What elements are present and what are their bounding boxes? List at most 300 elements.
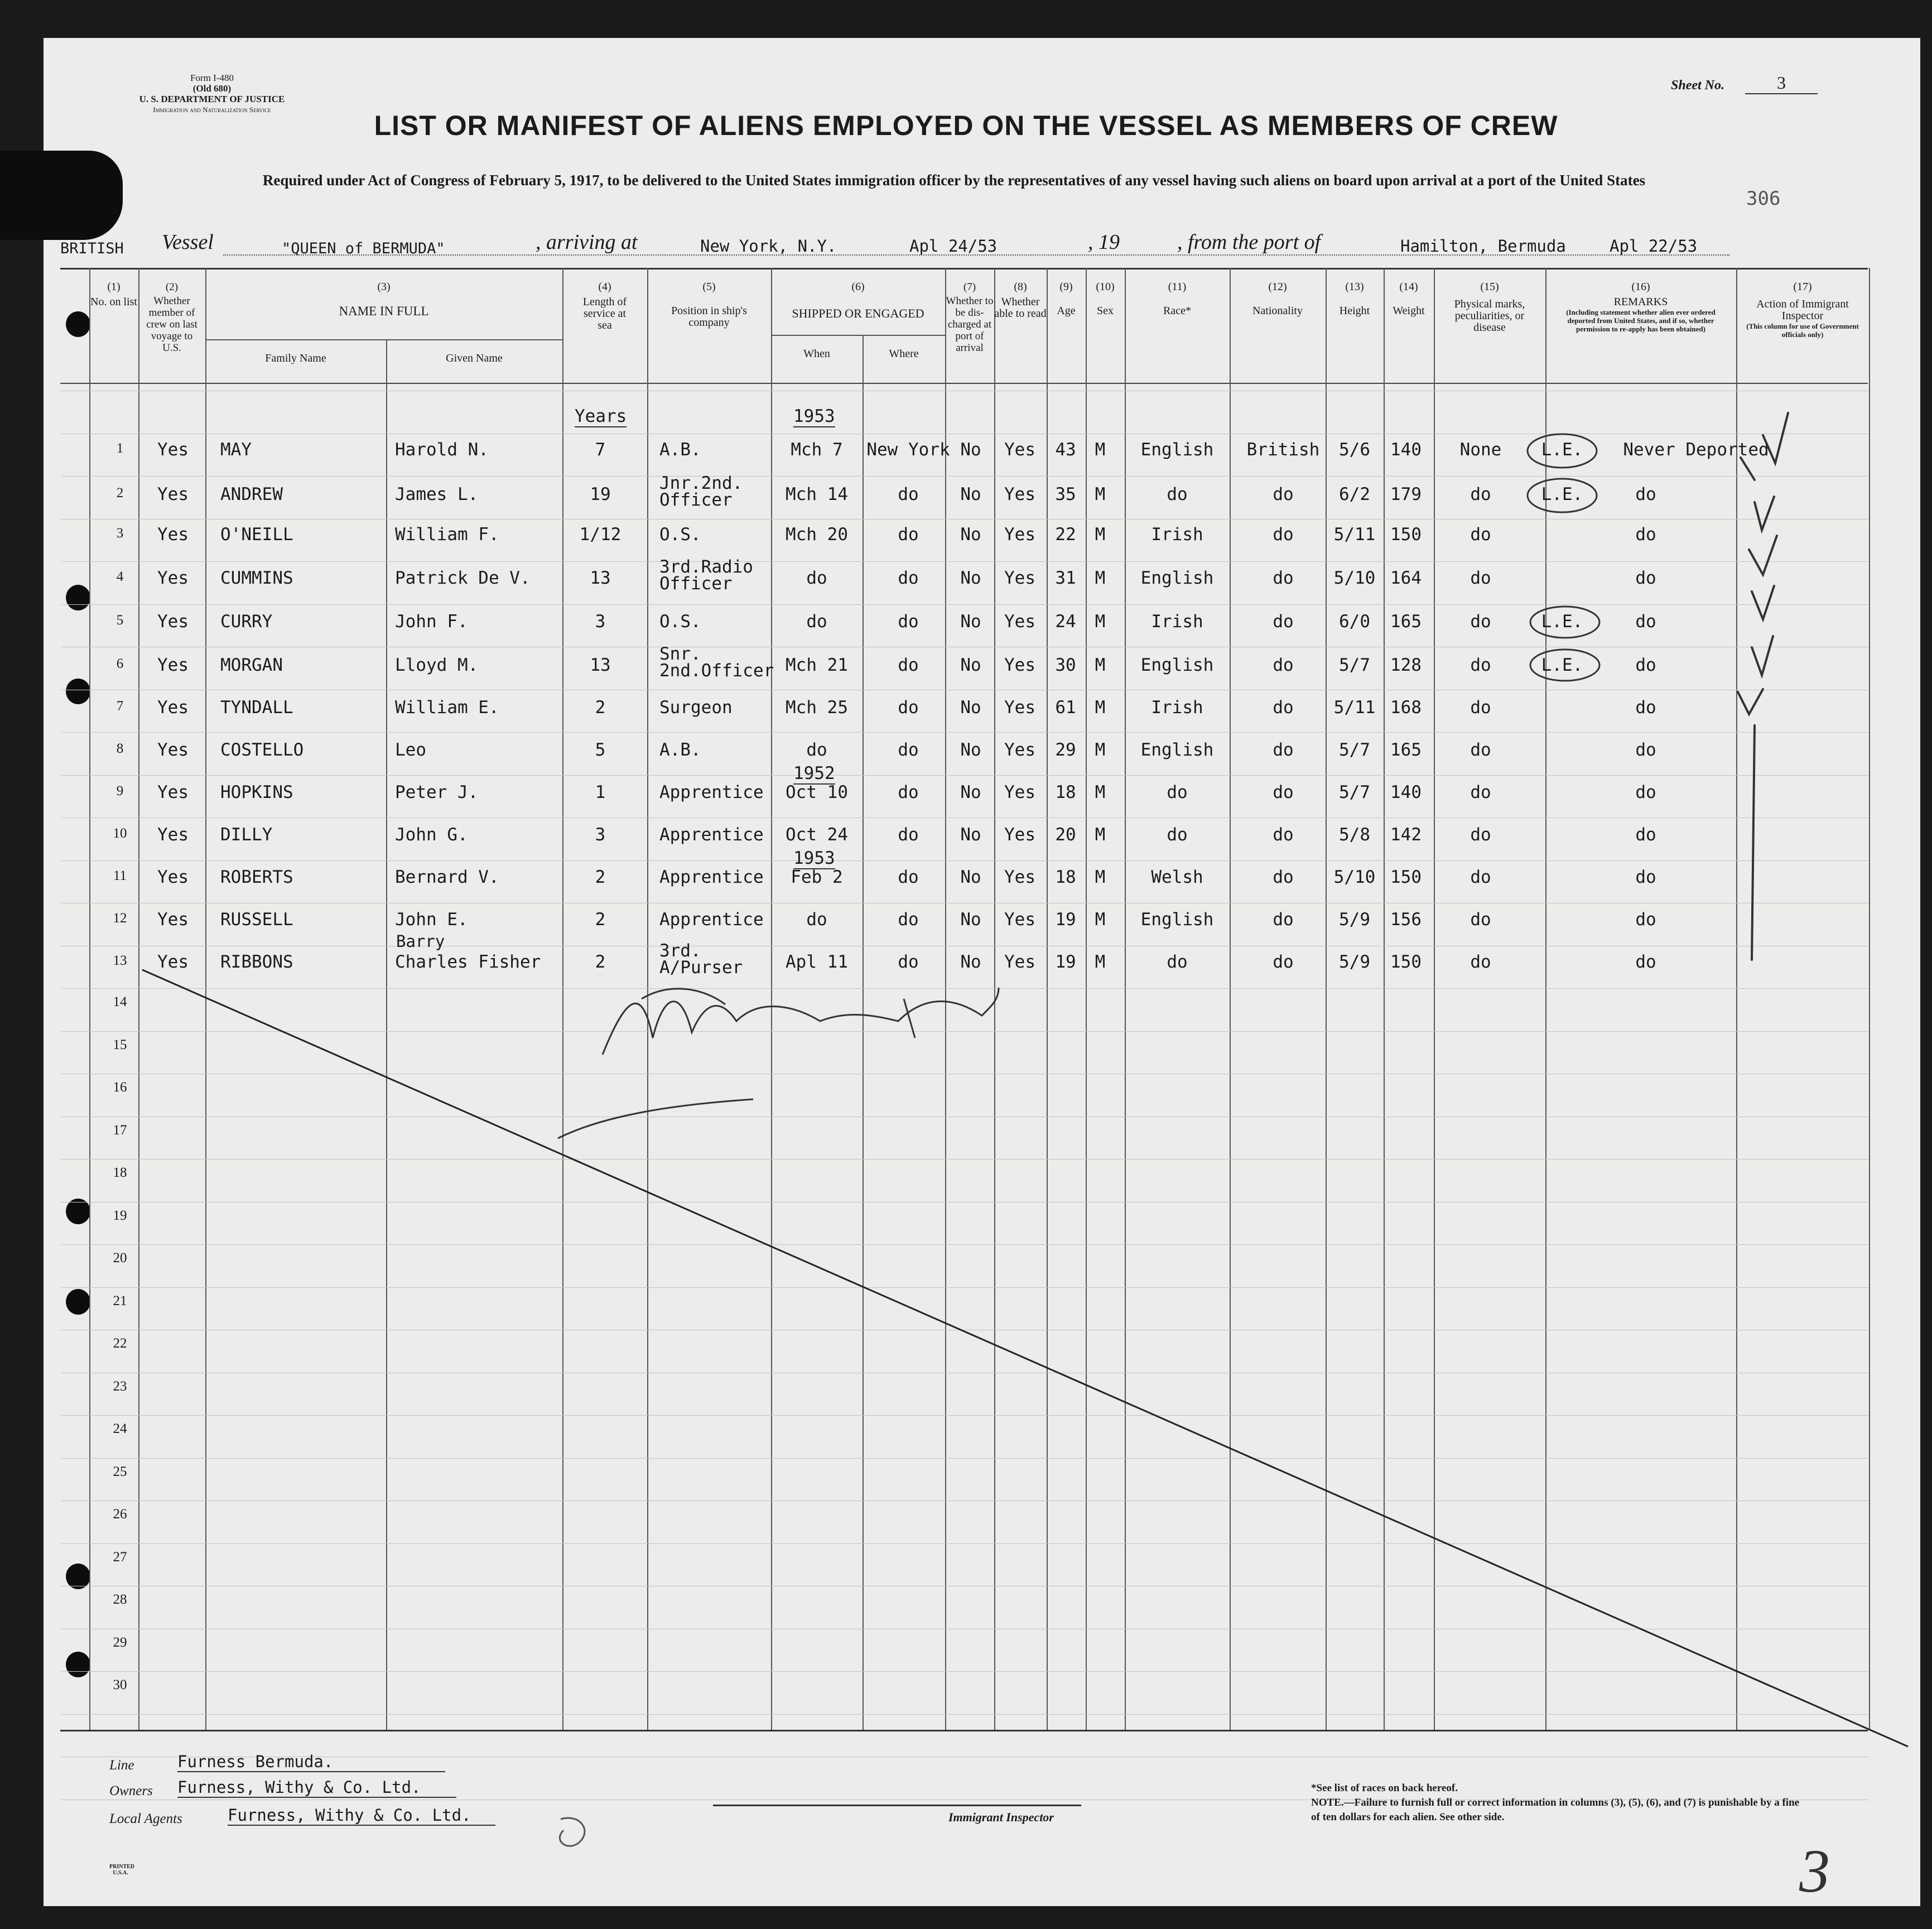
row-number: 8 bbox=[116, 741, 124, 756]
cell-position: Apprentice bbox=[659, 867, 764, 887]
arriving-label: , arriving at bbox=[536, 230, 638, 254]
cell-sex: M bbox=[1095, 740, 1106, 760]
col5-header: (5) Position in ship's company bbox=[671, 281, 747, 329]
cell-position: A.B. bbox=[659, 740, 701, 760]
cell-race: Welsh bbox=[1151, 867, 1203, 887]
row-number: 27 bbox=[113, 1549, 127, 1565]
cell-race: English bbox=[1140, 655, 1214, 675]
cell-where: do bbox=[898, 568, 919, 588]
cell-where: do bbox=[898, 525, 919, 545]
cell-age: 20 bbox=[1055, 825, 1076, 845]
cell-sex: M bbox=[1095, 568, 1106, 588]
cell-race: do bbox=[1167, 952, 1188, 972]
departure-date: Apl 22/53 bbox=[1610, 237, 1698, 256]
line-label: Line bbox=[109, 1758, 134, 1773]
cell-discharged: No bbox=[960, 525, 981, 545]
cell-given: Peter J. bbox=[395, 782, 479, 802]
vessel-name: "QUEEN of BERMUDA" bbox=[282, 240, 445, 257]
row-number: 29 bbox=[113, 1634, 127, 1650]
cell-discharged: No bbox=[960, 782, 981, 802]
cell-read: Yes bbox=[1004, 740, 1035, 760]
row-number: 6 bbox=[116, 656, 124, 671]
cell-age: 29 bbox=[1055, 740, 1076, 760]
cell-height: 5/10 bbox=[1333, 867, 1376, 887]
cell-sex: M bbox=[1095, 440, 1106, 460]
cell-position: Apprentice bbox=[659, 910, 764, 930]
cell-age: 35 bbox=[1055, 484, 1076, 504]
col11-header: (11) Race* bbox=[1163, 281, 1191, 317]
cell-when: Mch 21 bbox=[786, 655, 848, 675]
col10-header: (10) Sex bbox=[1096, 281, 1115, 317]
col17-header: (17) Action of Immigrant Inspector (This column for use of Government officials only) bbox=[1746, 281, 1859, 339]
cell-nationality: do bbox=[1273, 867, 1294, 887]
cell-weight: 142 bbox=[1390, 825, 1422, 845]
sheet-label: Sheet No. bbox=[1671, 78, 1724, 93]
row-number: 23 bbox=[113, 1378, 127, 1394]
cell-sex: M bbox=[1095, 782, 1106, 802]
margin-mark bbox=[560, 1818, 585, 1846]
cell-weight: 150 bbox=[1390, 867, 1422, 887]
years-subhead: Years bbox=[575, 406, 627, 426]
cell-read: Yes bbox=[1004, 525, 1035, 545]
cell-remark-code: L.E. bbox=[1541, 655, 1583, 675]
cell-given: Harold N. bbox=[395, 440, 489, 460]
cell-position: Apprentice bbox=[659, 825, 764, 845]
cell-nationality: do bbox=[1273, 825, 1294, 845]
given-extra: Barry bbox=[396, 932, 445, 951]
cell-height: 5/9 bbox=[1339, 910, 1370, 930]
cell-marks: do bbox=[1470, 740, 1491, 760]
cell-when: Oct 24 bbox=[786, 825, 848, 845]
service: Immigration and Naturalization Service bbox=[153, 105, 271, 114]
row-number: 9 bbox=[116, 783, 124, 798]
cell-weight: 165 bbox=[1390, 612, 1422, 632]
cell-when: Mch 7 bbox=[791, 440, 843, 460]
cell-service: 3 bbox=[595, 825, 606, 845]
cell-remarks: do bbox=[1635, 568, 1656, 588]
cell-given: Lloyd M. bbox=[395, 655, 479, 675]
cell-sex: M bbox=[1095, 867, 1106, 887]
col16-header: (16) REMARKS (Including statement whether alien ever ordered deported from United States, and if so, whether permission to re-apply has been obtained) bbox=[1566, 281, 1716, 333]
cell-when: do bbox=[806, 568, 827, 588]
cell-family: TYNDALL bbox=[220, 697, 293, 718]
cell-nationality: do bbox=[1273, 910, 1294, 930]
row-number: 16 bbox=[113, 1080, 127, 1095]
cell-read: Yes bbox=[1004, 655, 1035, 675]
cell-nationality: do bbox=[1273, 952, 1294, 972]
cell-given: Patrick De V. bbox=[395, 568, 531, 588]
cell-height: 5/8 bbox=[1339, 825, 1370, 845]
cell-service: 1 bbox=[595, 782, 606, 802]
strike-line bbox=[142, 970, 1908, 1747]
cell-prev: Yes bbox=[157, 740, 189, 760]
row-number: 4 bbox=[116, 569, 124, 584]
cell-height: 5/9 bbox=[1339, 952, 1370, 972]
cell-remarks: do bbox=[1635, 952, 1656, 972]
cell-age: 22 bbox=[1055, 525, 1076, 545]
cell-height: 6/2 bbox=[1339, 484, 1370, 504]
row-number: 5 bbox=[116, 613, 124, 628]
row-number: 15 bbox=[113, 1037, 127, 1052]
cell-discharged: No bbox=[960, 910, 981, 930]
col12-header: (12) Nationality bbox=[1252, 281, 1303, 317]
col3-header: (3) NAME IN FULL bbox=[339, 281, 429, 318]
cell-sex: M bbox=[1095, 697, 1106, 718]
cell-service: 2 bbox=[595, 910, 606, 930]
arrival-port: New York, N.Y. bbox=[700, 237, 837, 256]
cell-given: William F. bbox=[395, 525, 499, 545]
cell-marks: do bbox=[1470, 697, 1491, 718]
cell-position-line2: Officer bbox=[659, 490, 733, 510]
cell-sex: M bbox=[1095, 910, 1106, 930]
cell-remarks: do bbox=[1635, 825, 1656, 845]
cell-age: 24 bbox=[1055, 612, 1076, 632]
cell-sex: M bbox=[1095, 825, 1106, 845]
line-value: Furness Bermuda. bbox=[177, 1752, 445, 1772]
cell-given: Bernard V. bbox=[395, 867, 499, 887]
row-number: 28 bbox=[113, 1592, 127, 1607]
cell-service: 1/12 bbox=[579, 525, 621, 545]
cell-discharged: No bbox=[960, 867, 981, 887]
remark-circle bbox=[1528, 434, 1599, 681]
cell-where: do bbox=[898, 655, 919, 675]
from-port-label: , from the port of bbox=[1177, 230, 1321, 254]
cell-read: Yes bbox=[1004, 867, 1035, 887]
cell-where: do bbox=[898, 697, 919, 718]
cell-service: 5 bbox=[595, 740, 606, 760]
cell-race: English bbox=[1140, 910, 1214, 930]
cell-marks: do bbox=[1470, 952, 1491, 972]
cell-position: 3rd.Radio bbox=[659, 557, 753, 577]
cell-nationality: do bbox=[1273, 612, 1294, 632]
printed-mark: PRINTED U.S.A. bbox=[109, 1864, 135, 1876]
cell-service: 7 bbox=[595, 440, 606, 460]
cell-where: New York bbox=[866, 440, 950, 460]
given-name-header: Given Name bbox=[446, 352, 503, 364]
cell-remarks: do bbox=[1635, 612, 1656, 632]
cell-age: 43 bbox=[1055, 440, 1076, 460]
cell-race: Irish bbox=[1151, 525, 1203, 545]
row-number: 10 bbox=[113, 826, 127, 841]
signature-scribble bbox=[558, 988, 999, 1138]
cell-position: 3rd. bbox=[659, 941, 701, 961]
arrival-date: Apl 24/53 bbox=[909, 237, 998, 256]
row-number: 21 bbox=[113, 1293, 127, 1309]
cell-when: do bbox=[806, 910, 827, 930]
cell-race: Irish bbox=[1151, 612, 1203, 632]
agents-label: Local Agents bbox=[109, 1811, 182, 1826]
vessel-label: Vessel bbox=[162, 230, 214, 254]
cell-where: do bbox=[898, 782, 919, 802]
cell-family: MAY bbox=[220, 440, 252, 460]
cell-family: O'NEILL bbox=[220, 525, 293, 545]
cell-sex: M bbox=[1095, 655, 1106, 675]
cell-read: Yes bbox=[1004, 484, 1035, 504]
cell-prev: Yes bbox=[157, 867, 189, 887]
cell-read: Yes bbox=[1004, 952, 1035, 972]
cell-where: do bbox=[898, 867, 919, 887]
col6-header: (6) SHIPPED OR ENGAGED bbox=[792, 281, 924, 320]
cell-where: do bbox=[898, 484, 919, 504]
cell-discharged: No bbox=[960, 697, 981, 718]
cell-sex: M bbox=[1095, 612, 1106, 632]
cell-service: 13 bbox=[590, 568, 611, 588]
cell-service: 2 bbox=[595, 697, 606, 718]
department: U. S. DEPARTMENT OF JUSTICE bbox=[139, 94, 285, 104]
cell-race: English bbox=[1140, 740, 1214, 760]
cell-nationality: British bbox=[1246, 440, 1320, 460]
row-number: 26 bbox=[113, 1507, 127, 1522]
row-number: 22 bbox=[113, 1336, 127, 1351]
cell-where: do bbox=[898, 612, 919, 632]
cell-age: 19 bbox=[1055, 952, 1076, 972]
col4-header: (4) Length of service at sea bbox=[582, 281, 627, 331]
cell-family: CUMMINS bbox=[220, 568, 293, 588]
cell-prev: Yes bbox=[157, 568, 189, 588]
cell-position-line2: 2nd.Officer bbox=[659, 661, 774, 681]
row-number: 18 bbox=[113, 1165, 127, 1180]
row-number: 30 bbox=[113, 1677, 127, 1692]
cell-position: O.S. bbox=[659, 612, 701, 632]
cell-service: 13 bbox=[590, 655, 611, 675]
owners-value: Furness, Withy & Co. Ltd. bbox=[177, 1778, 456, 1798]
inspector-label: Immigrant Inspector bbox=[948, 1810, 1054, 1824]
row-number: 20 bbox=[113, 1250, 127, 1266]
cell-remark-code: L.E. bbox=[1541, 440, 1583, 460]
cell-discharged: No bbox=[960, 440, 981, 460]
cell-height: 5/7 bbox=[1339, 782, 1370, 802]
cell-family: ANDREW bbox=[220, 484, 283, 504]
cell-weight: 179 bbox=[1390, 484, 1422, 504]
agents-value: Furness, Withy & Co. Ltd. bbox=[228, 1806, 495, 1826]
row-number: 13 bbox=[113, 953, 127, 968]
cell-service: 2 bbox=[595, 952, 606, 972]
cell-family: COSTELLO bbox=[220, 740, 304, 760]
cell-family: ROBERTS bbox=[220, 867, 293, 887]
year-1952-subhead: 1952 bbox=[793, 763, 835, 783]
cell-position: Surgeon bbox=[659, 697, 733, 718]
year-1953-subhead: 1953 bbox=[793, 406, 835, 426]
cell-age: 31 bbox=[1055, 568, 1076, 588]
when-header: When bbox=[803, 348, 830, 360]
cell-nationality: do bbox=[1273, 697, 1294, 718]
cell-age: 18 bbox=[1055, 782, 1076, 802]
cell-discharged: No bbox=[960, 825, 981, 845]
cell-position-line2: Officer bbox=[659, 574, 733, 594]
cell-service: 2 bbox=[595, 867, 606, 887]
cell-given: William E. bbox=[395, 697, 499, 718]
cell-sex: M bbox=[1095, 952, 1106, 972]
owners-label: Owners bbox=[109, 1783, 153, 1798]
cell-position: Snr. bbox=[659, 644, 701, 664]
cell-weight: 150 bbox=[1390, 525, 1422, 545]
cell-height: 5/7 bbox=[1339, 655, 1370, 675]
cell-read: Yes bbox=[1004, 910, 1035, 930]
departure-port: Hamilton, Bermuda bbox=[1400, 237, 1566, 256]
cell-service: 19 bbox=[590, 484, 611, 504]
cell-height: 5/6 bbox=[1339, 440, 1370, 460]
requirement-text: Required under Act of Congress of February 5, 1917, to be delivered to the United States immigration officer by the representatives of any vessel having such aliens on board upon arrival at a port of the United States bbox=[262, 172, 1646, 189]
cell-age: 19 bbox=[1055, 910, 1076, 930]
col7-header: (7) Whether to be dis-charged at port of arrival bbox=[946, 281, 994, 354]
cell-marks: do bbox=[1470, 525, 1491, 545]
row-number: 11 bbox=[113, 868, 127, 883]
cell-given: John F. bbox=[395, 612, 468, 632]
cell-given: Charles Fisher bbox=[395, 952, 541, 972]
cell-family: HOPKINS bbox=[220, 782, 293, 802]
row-number: 17 bbox=[113, 1122, 127, 1138]
cell-family: RUSSELL bbox=[220, 910, 293, 930]
cell-remarks: do bbox=[1635, 655, 1656, 675]
cell-given: Leo bbox=[395, 740, 426, 760]
cell-weight: 140 bbox=[1390, 782, 1422, 802]
col13-header: (13) Height bbox=[1339, 281, 1370, 317]
cell-prev: Yes bbox=[157, 655, 189, 675]
cell-discharged: No bbox=[960, 568, 981, 588]
cell-weight: 128 bbox=[1390, 655, 1422, 675]
year-1953b-subhead: 1953 bbox=[793, 848, 835, 868]
row-number: 3 bbox=[116, 526, 124, 541]
cell-weight: 150 bbox=[1390, 952, 1422, 972]
cell-marks: do bbox=[1470, 568, 1491, 588]
page-title: LIST OR MANIFEST OF ALIENS EMPLOYED ON THE VESSEL AS MEMBERS OF CREW bbox=[374, 110, 1558, 141]
cell-position-line2: A/Purser bbox=[659, 958, 743, 978]
cell-when: Mch 25 bbox=[786, 697, 848, 718]
cell-prev: Yes bbox=[157, 782, 189, 802]
cell-prev: Yes bbox=[157, 697, 189, 718]
cell-age: 18 bbox=[1055, 867, 1076, 887]
cell-remarks: do bbox=[1635, 697, 1656, 718]
cell-read: Yes bbox=[1004, 440, 1035, 460]
cell-sex: M bbox=[1095, 525, 1106, 545]
col15-header: (15) Physical marks, peculiarities, or disease bbox=[1454, 281, 1525, 334]
form-old-number: (Old 680) bbox=[192, 83, 232, 94]
row-number: 7 bbox=[116, 699, 124, 714]
cell-race: do bbox=[1167, 825, 1188, 845]
cell-when: Apl 11 bbox=[786, 952, 848, 972]
cell-height: 5/7 bbox=[1339, 740, 1370, 760]
cell-race: English bbox=[1140, 440, 1214, 460]
row-number: 12 bbox=[113, 911, 127, 926]
year-label: , 19 bbox=[1088, 230, 1120, 254]
cell-remark-code: L.E. bbox=[1541, 612, 1583, 632]
form-number: Form I-480 bbox=[190, 73, 234, 83]
cell-weight: 156 bbox=[1390, 910, 1422, 930]
cell-prev: Yes bbox=[157, 525, 189, 545]
cell-weight: 165 bbox=[1390, 740, 1422, 760]
cell-marks: None bbox=[1459, 440, 1502, 460]
cell-race: Irish bbox=[1151, 697, 1203, 718]
cell-read: Yes bbox=[1004, 568, 1035, 588]
cell-prev: Yes bbox=[157, 612, 189, 632]
cell-nationality: do bbox=[1273, 568, 1294, 588]
cell-prev: Yes bbox=[157, 825, 189, 845]
page-mark: 3 bbox=[1799, 1837, 1830, 1905]
cell-remarks: do bbox=[1635, 525, 1656, 545]
vessel-flag: BRITISH bbox=[60, 240, 124, 257]
col8-header: (8) Whether able to read bbox=[994, 281, 1047, 320]
where-header: Where bbox=[889, 348, 919, 360]
cell-nationality: do bbox=[1273, 525, 1294, 545]
cell-race: do bbox=[1167, 782, 1188, 802]
cell-marks: do bbox=[1470, 910, 1491, 930]
cell-marks: do bbox=[1470, 612, 1491, 632]
cell-remarks: do bbox=[1635, 740, 1656, 760]
cell-when: Feb 2 bbox=[791, 867, 843, 887]
cell-marks: do bbox=[1470, 867, 1491, 887]
family-name-header: Family Name bbox=[265, 352, 326, 364]
cell-height: 6/0 bbox=[1339, 612, 1370, 632]
inspector-signature-line bbox=[713, 1805, 1081, 1806]
col1-header: (1) No. on list bbox=[90, 281, 137, 308]
cell-prev: Yes bbox=[157, 952, 189, 972]
row-number: 24 bbox=[113, 1421, 127, 1436]
cell-age: 61 bbox=[1055, 697, 1076, 718]
cell-when: Mch 20 bbox=[786, 525, 848, 545]
sheet-number: 3 bbox=[1745, 73, 1818, 94]
cell-nationality: do bbox=[1273, 655, 1294, 675]
cell-weight: 164 bbox=[1390, 568, 1422, 588]
cell-sex: M bbox=[1095, 484, 1106, 504]
cell-nationality: do bbox=[1273, 782, 1294, 802]
cell-read: Yes bbox=[1004, 697, 1035, 718]
cell-family: MORGAN bbox=[220, 655, 283, 675]
cell-read: Yes bbox=[1004, 825, 1035, 845]
cell-given: John G. bbox=[395, 825, 468, 845]
cell-position: Jnr.2nd. bbox=[659, 473, 743, 493]
cell-prev: Yes bbox=[157, 484, 189, 504]
cell-prev: Yes bbox=[157, 910, 189, 930]
col9-header: (9) Age bbox=[1057, 281, 1076, 317]
cell-marks: do bbox=[1470, 484, 1491, 504]
cell-discharged: No bbox=[960, 612, 981, 632]
row-number: 25 bbox=[113, 1464, 127, 1479]
cell-when: Mch 14 bbox=[786, 484, 848, 504]
cell-weight: 168 bbox=[1390, 697, 1422, 718]
cell-weight: 140 bbox=[1390, 440, 1422, 460]
cell-remarks: Never Deported bbox=[1623, 440, 1769, 460]
cell-position: O.S. bbox=[659, 525, 701, 545]
cell-position: Apprentice bbox=[659, 782, 764, 802]
cell-discharged: No bbox=[960, 740, 981, 760]
cell-remarks: do bbox=[1635, 910, 1656, 930]
cell-marks: do bbox=[1470, 782, 1491, 802]
row-number: 14 bbox=[113, 994, 127, 1009]
cell-nationality: do bbox=[1273, 484, 1294, 504]
cell-prev: Yes bbox=[157, 440, 189, 460]
check-marks bbox=[1738, 413, 1788, 960]
cell-remarks: do bbox=[1635, 867, 1656, 887]
cell-given: James L. bbox=[395, 484, 479, 504]
cell-where: do bbox=[898, 910, 919, 930]
cell-nationality: do bbox=[1273, 740, 1294, 760]
cell-height: 5/10 bbox=[1333, 568, 1376, 588]
fine-note: NOTE.—Failure to furnish full or correct information in columns (3), (5), (6), and (7) is punishable by a fine of ten dollars for each alien. See other side. bbox=[1311, 1797, 1800, 1823]
row-number: 1 bbox=[116, 441, 124, 456]
cell-where: do bbox=[898, 952, 919, 972]
cell-read: Yes bbox=[1004, 612, 1035, 632]
cell-position: A.B. bbox=[659, 440, 701, 460]
cell-marks: do bbox=[1470, 655, 1491, 675]
cell-remarks: do bbox=[1635, 782, 1656, 802]
cell-family: DILLY bbox=[220, 825, 273, 845]
cell-where: do bbox=[898, 825, 919, 845]
cell-discharged: No bbox=[960, 655, 981, 675]
cell-when: do bbox=[806, 612, 827, 632]
cell-read: Yes bbox=[1004, 782, 1035, 802]
col14-header: (14) Weight bbox=[1393, 281, 1425, 317]
cell-race: do bbox=[1167, 484, 1188, 504]
